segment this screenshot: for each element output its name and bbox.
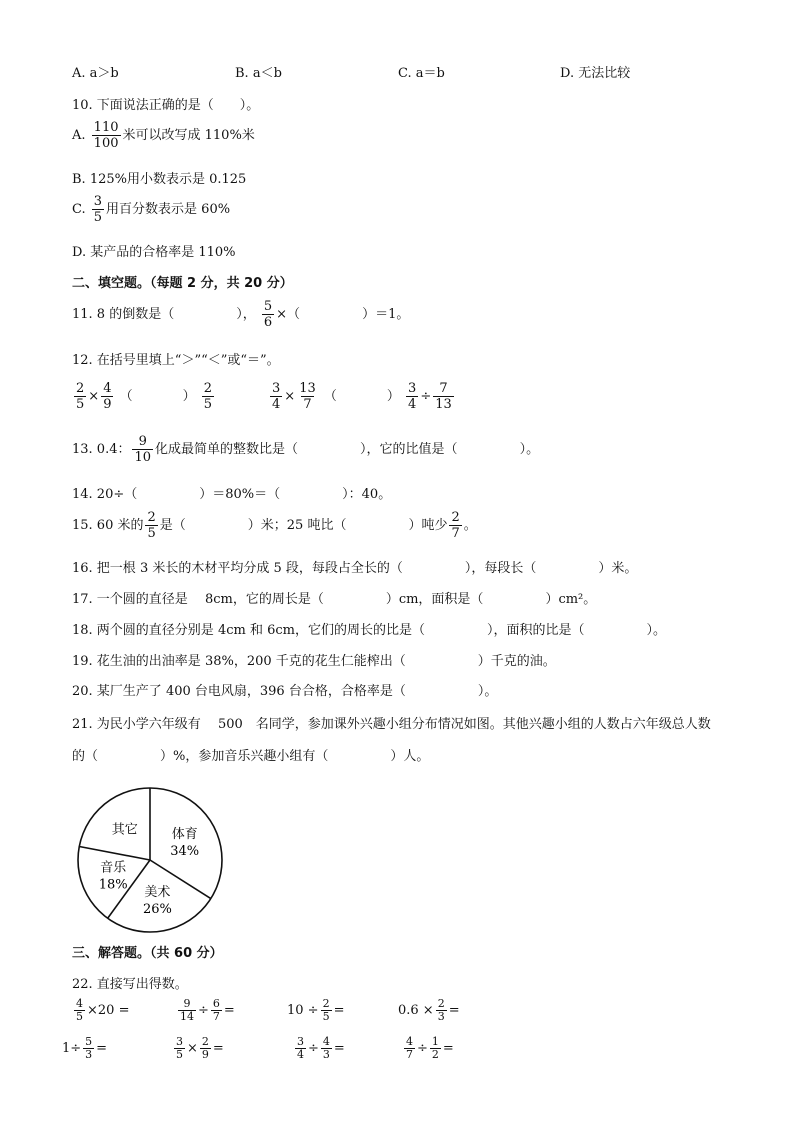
calc-item: $\frac{4}{5}$ ×20 = — [76, 997, 130, 1023]
question-10-option-c: C. $\frac{3}{5}$ 用百分数表示是 60% — [72, 194, 231, 225]
question-21-line-2: 的（ ）%，参加音乐兴趣小组有（ ）人。 — [72, 749, 430, 764]
calc-item: $\frac{9}{14}$ ÷ $\frac{6}{7}$ = — [180, 997, 235, 1023]
calc-item: $\frac{4}{7}$ ÷ $\frac{1}{2}$ = — [406, 1035, 454, 1061]
question-19: 19. 花生油的出油率是 38%，200 千克的花生仁能榨出（ ）千克的油。 — [72, 654, 556, 669]
fraction: $\frac{5}{6}$ — [263, 299, 273, 330]
calc-item: $\frac{3}{5}$ × $\frac{2}{9}$ = — [176, 1035, 224, 1061]
pie-slice-value: 18% — [98, 877, 128, 893]
pie-slice-value: 34% — [170, 843, 200, 859]
option-d: D. 无法比较 — [560, 66, 631, 81]
option-c: C. a＝b — [398, 66, 445, 81]
fraction: $\frac{110}{100}$ — [93, 120, 119, 151]
calc-item: 10 ÷ $\frac{2}{5}$ = — [287, 997, 345, 1023]
question-10-stem: 10. 下面说法正确的是（ ）。 — [72, 98, 260, 113]
question-20: 20. 某厂生产了 400 台电风扇，396 台合格，合格率是（ ）。 — [72, 684, 498, 699]
question-13: 13. 0.4： $\frac{9}{10}$ 化成最简单的整数比是（ ），它的比值是（ ）。 — [72, 434, 540, 465]
pie-slice-label: 其它 — [111, 822, 138, 838]
question-14: 14. 20÷（ ）＝80%＝（ ）：40。 — [72, 487, 392, 502]
fraction: $\frac{3}{5}$ — [93, 194, 103, 225]
question-12-stem: 12. 在括号里填上“＞”“＜”或“＝”。 — [72, 353, 280, 368]
pie-chart — [70, 780, 230, 940]
calc-item: 1÷ $\frac{5}{3}$ = — [62, 1035, 108, 1061]
option-label: A. — [72, 128, 86, 143]
question-17: 17. 一个圆的直径是 8cm，它的周长是（ ）cm，面积是（ ）cm²。 — [72, 592, 597, 607]
pie-slice-label: 音乐 — [100, 860, 127, 876]
question-21-line-1: 21. 为民小学六年级有 500 名同学，参加课外兴趣小组分布情况如图。其他兴趣小组的人数占六年级总人数 — [72, 717, 711, 732]
question-12-expr-1: $\frac{2}{5}$ × $\frac{4}{9}$ （ ） $\frac{2}{5}$ — [76, 381, 213, 412]
option-a: A. a＞b — [72, 66, 119, 81]
pie-slice-label: 美术 — [144, 884, 171, 900]
section-3-title: 三、解答题。（共 60 分） — [72, 946, 223, 961]
calc-item: $\frac{3}{4}$ ÷ $\frac{4}{3}$ = — [297, 1035, 345, 1061]
option-b: B. a＜b — [235, 66, 282, 81]
question-15: 15. 60 米的 $\frac{2}{5}$ 是（ ）米；25 吨比（ ）吨少 $\frac{2}{7}$ 。 — [72, 510, 477, 541]
question-11: 11. 8 的倒数是（ ）， $\frac{5}{6}$ ×（ ）＝1。 — [72, 299, 410, 330]
pie-slice-value: 26% — [142, 901, 172, 917]
question-10-option-b: B. 125%用小数表示是 0.125 — [72, 172, 247, 187]
question-18: 18. 两个圆的直径分别是 4cm 和 6cm，它们的周长的比是（ ），面积的比是（ ）。 — [72, 623, 666, 638]
section-2-title: 二、填空题。（每题 2 分，共 20 分） — [72, 276, 293, 291]
question-12-expr-2: $\frac{3}{4}$ × $\frac{13}{7}$ （ ） $\frac{3}{4}$ ÷ $\frac{7}{13}$ — [272, 381, 452, 412]
question-16: 16. 把一根 3 米长的木材平均分成 5 段，每段占全长的（ ），每段长（ ）米。 — [72, 561, 638, 576]
question-10-option-a — [72, 120, 255, 152]
option-text: 米可以改写成 110%米 — [122, 128, 255, 143]
calc-item: 0.6 × $\frac{2}{3}$ = — [398, 997, 460, 1023]
pie-slice-label: 体育 — [171, 826, 198, 842]
question-22-stem: 22. 直接写出得数。 — [72, 977, 188, 992]
question-10-option-d: D. 某产品的合格率是 110% — [72, 245, 236, 260]
